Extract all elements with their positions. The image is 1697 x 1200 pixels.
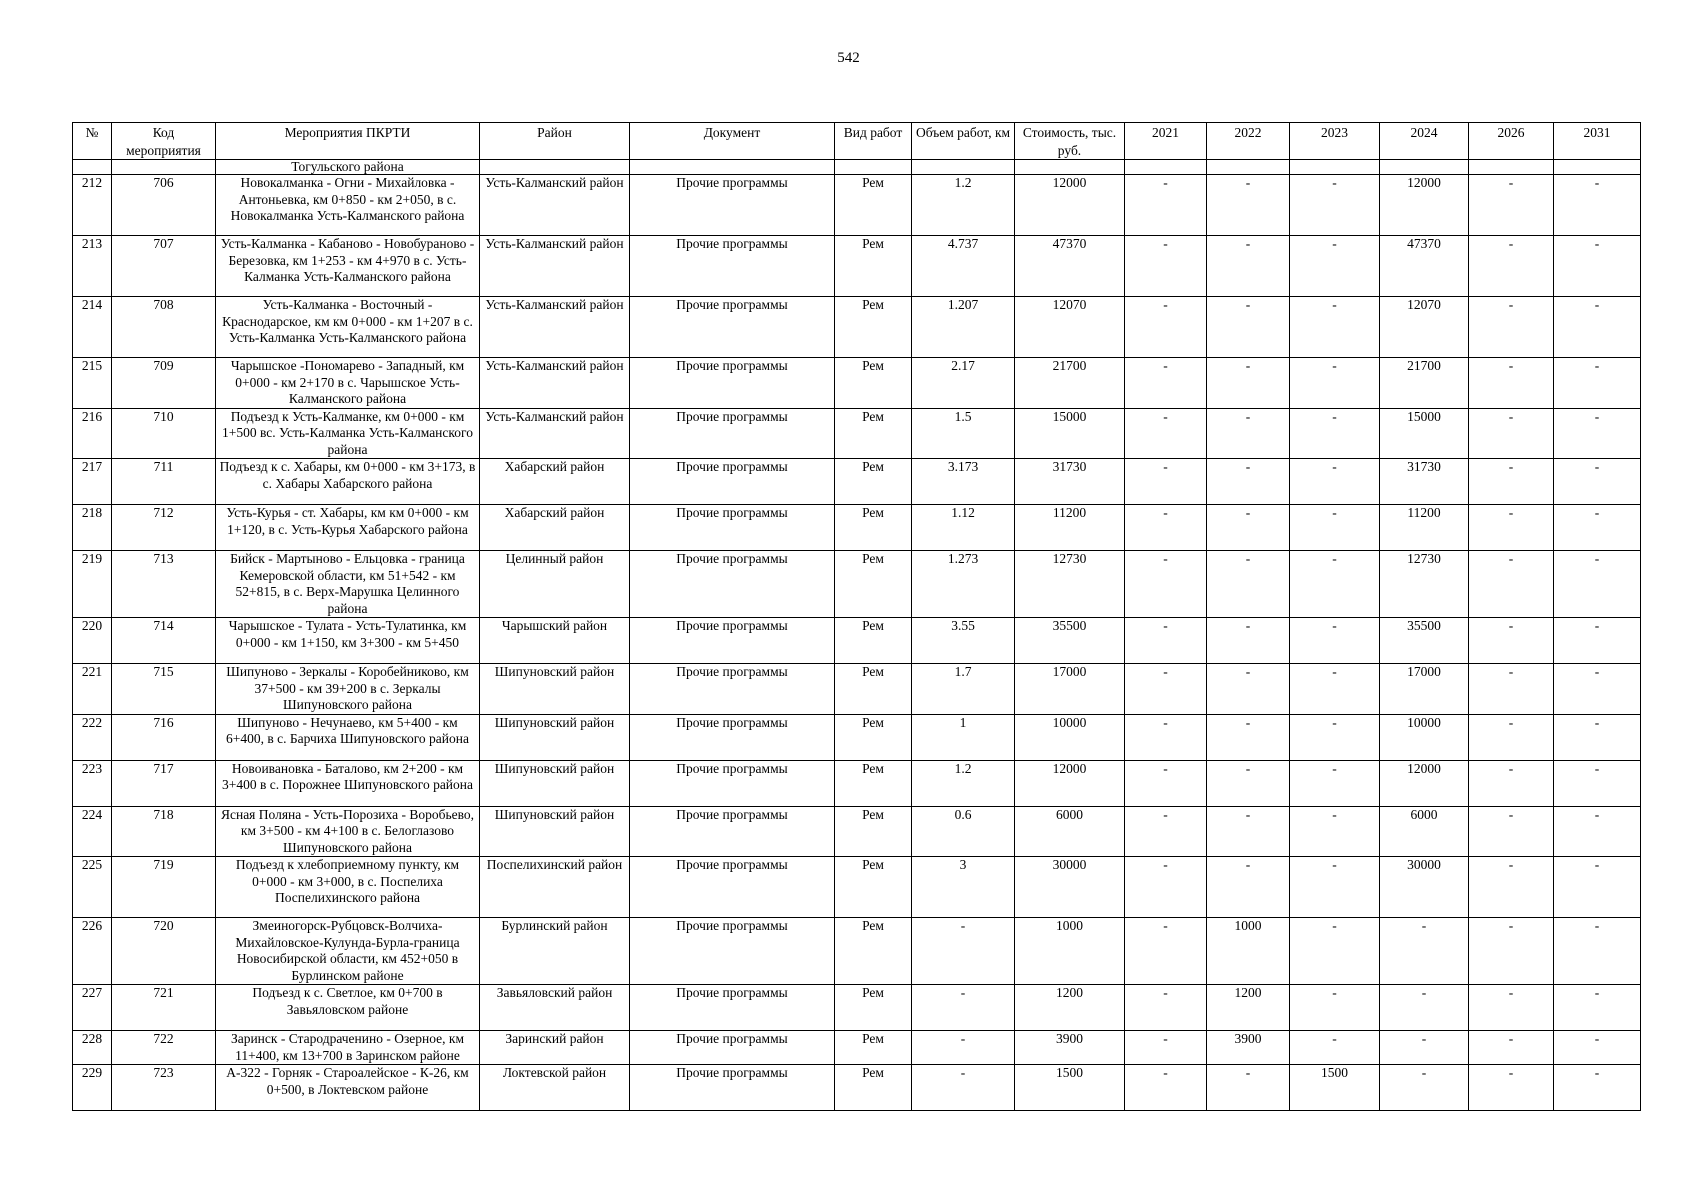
cell-no: 217 — [73, 459, 112, 505]
cell-2023: - — [1290, 918, 1380, 985]
cell-document: Прочие программы — [630, 806, 835, 857]
cell-code: 721 — [112, 985, 216, 1031]
cell-2024: 31730 — [1380, 459, 1469, 505]
cell-work-type: Рем — [835, 857, 912, 918]
table-row — [73, 1065, 1641, 1111]
cell-2021: - — [1125, 918, 1207, 985]
cell-2026: - — [1469, 236, 1554, 297]
cell-measure: Подъезд к с. Светлое, км 0+700 в Завьяловском районе — [216, 985, 480, 1031]
table-row — [73, 408, 1641, 459]
cell-2031: - — [1554, 358, 1641, 409]
cell-2023: - — [1290, 618, 1380, 664]
cell-code: 717 — [112, 760, 216, 806]
cell-measure: Подъезд к с. Хабары, км 0+000 - км 3+173, в с. Хабары Хабарского района — [216, 459, 480, 505]
cell-2023: - — [1290, 551, 1380, 618]
cell-2026: - — [1469, 408, 1554, 459]
cell-2021: - — [1125, 505, 1207, 551]
cell-district: Усть-Калманский район — [480, 297, 630, 358]
cell-2021: - — [1125, 1031, 1207, 1065]
cell-2021: - — [1125, 408, 1207, 459]
cell-cost: 17000 — [1015, 664, 1125, 715]
cell-no: 220 — [73, 618, 112, 664]
cell-volume: - — [912, 1065, 1015, 1111]
cell-work-type: Рем — [835, 806, 912, 857]
cell-2031: - — [1554, 806, 1641, 857]
table-row — [73, 664, 1641, 715]
table-row — [73, 175, 1641, 236]
cell-volume: 1.7 — [912, 664, 1015, 715]
cell-2023: - — [1290, 358, 1380, 409]
table-row — [73, 857, 1641, 918]
cell-code: 706 — [112, 175, 216, 236]
cell-district: Усть-Калманский район — [480, 358, 630, 409]
cell-2023: - — [1290, 1031, 1380, 1065]
cell-2021: - — [1125, 358, 1207, 409]
cell-work-type: Рем — [835, 760, 912, 806]
cell-measure: Бийск - Мартыново - Ельцовка - граница Кемеровской области, км 51+542 - км 52+815, в с. Верх-Марушка Целинного района — [216, 551, 480, 618]
cell-district: Шипуновский район — [480, 806, 630, 857]
cell-cost: 31730 — [1015, 459, 1125, 505]
cell-document: Прочие программы — [630, 1031, 835, 1065]
cell-measure: Новоивановка - Баталово, км 2+200 - км 3+400 в с. Порожнее Шипуновского района — [216, 760, 480, 806]
cell-code: 708 — [112, 297, 216, 358]
cell-2026: - — [1469, 618, 1554, 664]
cell-volume: - — [912, 1031, 1015, 1065]
cell-2031: - — [1554, 175, 1641, 236]
cell-code: 713 — [112, 551, 216, 618]
cell-district: Усть-Калманский район — [480, 236, 630, 297]
cell-2024: 10000 — [1380, 714, 1469, 760]
cell-cost: 1000 — [1015, 918, 1125, 985]
cell-2024: 12000 — [1380, 760, 1469, 806]
cell-code: 723 — [112, 1065, 216, 1111]
cell-2024: 17000 — [1380, 664, 1469, 715]
header-code: Код мероприятия — [112, 123, 216, 160]
cell-2031: - — [1554, 408, 1641, 459]
cell-2021: - — [1125, 551, 1207, 618]
cell-document: Прочие программы — [630, 297, 835, 358]
cell-district: Хабарский район — [480, 459, 630, 505]
cell-document: Прочие программы — [630, 918, 835, 985]
header-2023: 2023 — [1290, 123, 1380, 160]
cell-2022: - — [1207, 236, 1290, 297]
header-2031: 2031 — [1554, 123, 1641, 160]
table-row — [73, 358, 1641, 409]
cell-2022: - — [1207, 175, 1290, 236]
cell-2026: - — [1469, 358, 1554, 409]
cell-2024: 12000 — [1380, 175, 1469, 236]
cell-2021: - — [1125, 857, 1207, 918]
cell-2023: - — [1290, 985, 1380, 1031]
cell-document: Прочие программы — [630, 1065, 835, 1111]
cell-measure: Подъезд к Усть-Калманке, км 0+000 - км 1+500 вс. Усть-Калманка Усть-Калманского района — [216, 408, 480, 459]
cell-volume: 1.273 — [912, 551, 1015, 618]
cell-2024: - — [1380, 1065, 1469, 1111]
cell-2026: - — [1469, 175, 1554, 236]
cell-2021: - — [1125, 714, 1207, 760]
cell-2022: - — [1207, 408, 1290, 459]
cell-code: 716 — [112, 714, 216, 760]
cell-volume: - — [912, 918, 1015, 985]
header-2021: 2021 — [1125, 123, 1207, 160]
cell-no: 219 — [73, 551, 112, 618]
table-row — [73, 551, 1641, 618]
cell-2026: - — [1469, 1031, 1554, 1065]
cell-2026: - — [1469, 760, 1554, 806]
cell-volume: 1.5 — [912, 408, 1015, 459]
cell-2031: - — [1554, 459, 1641, 505]
cell-work-type: Рем — [835, 297, 912, 358]
cell-work-type: Рем — [835, 918, 912, 985]
cell-2031: - — [1554, 505, 1641, 551]
measures-table — [72, 122, 1641, 1111]
table-row — [73, 918, 1641, 985]
cell-2021: - — [1125, 664, 1207, 715]
cell-cost: 47370 — [1015, 236, 1125, 297]
cell-code: 707 — [112, 236, 216, 297]
cell-2026: - — [1469, 918, 1554, 985]
header-district: Район — [480, 123, 630, 160]
cell-2021: - — [1125, 985, 1207, 1031]
cell-2022: - — [1207, 760, 1290, 806]
cell-district: Хабарский район — [480, 505, 630, 551]
cell-2024: 12730 — [1380, 551, 1469, 618]
cell-code: 715 — [112, 664, 216, 715]
cell-volume: 1.2 — [912, 175, 1015, 236]
cell-2031: - — [1554, 236, 1641, 297]
cell-work-type: Рем — [835, 664, 912, 715]
header-no: № — [73, 123, 112, 160]
cell-document: Прочие программы — [630, 358, 835, 409]
header-document: Документ — [630, 123, 835, 160]
cell-measure: Усть-Калманка - Кабаново - Новобураново - Березовка, км 1+253 - км 4+970 в с. Усть-Калманка Усть-Калманского района — [216, 236, 480, 297]
table-row — [73, 714, 1641, 760]
cell-2024: 47370 — [1380, 236, 1469, 297]
cell-document: Прочие программы — [630, 236, 835, 297]
cell-no: 213 — [73, 236, 112, 297]
cell-2023: - — [1290, 714, 1380, 760]
cell-district: Заринский район — [480, 1031, 630, 1065]
cell-measure: А-322 - Горняк - Староалейское - К-26, км 0+500, в Локтевском районе — [216, 1065, 480, 1111]
cell-2022: 1000 — [1207, 918, 1290, 985]
cell-2022: - — [1207, 664, 1290, 715]
cell-2024: - — [1380, 918, 1469, 985]
cell-2022: - — [1207, 714, 1290, 760]
header-2026: 2026 — [1469, 123, 1554, 160]
cell-2022: - — [1207, 806, 1290, 857]
cell-measure: Усть-Калманка - Восточный - Краснодарское, км км 0+000 - км 1+207 в с. Усть-Калманка Усть-Калманского района — [216, 297, 480, 358]
cell-no: 225 — [73, 857, 112, 918]
cell-2031: - — [1554, 1065, 1641, 1111]
cell-2031: - — [1554, 664, 1641, 715]
cell-document: Прочие программы — [630, 408, 835, 459]
cell-measure: Новокалманка - Огни - Михайловка - Антоньевка, км 0+850 - км 2+050, в с. Новокалманка Усть-Калманского района — [216, 175, 480, 236]
cell-code: 709 — [112, 358, 216, 409]
cell-cost: 30000 — [1015, 857, 1125, 918]
continuation-row — [73, 160, 1641, 175]
cell-document: Прочие программы — [630, 664, 835, 715]
cell-work-type: Рем — [835, 175, 912, 236]
cell-2022: 1200 — [1207, 985, 1290, 1031]
cell-2031: - — [1554, 918, 1641, 985]
cell-no: 212 — [73, 175, 112, 236]
cell-work-type: Рем — [835, 236, 912, 297]
cell-2023: - — [1290, 760, 1380, 806]
cell-measure: Ясная Поляна - Усть-Порозиха - Воробьево, км 3+500 - км 4+100 в с. Белоглазово Шипуновского района — [216, 806, 480, 857]
cell-no: 218 — [73, 505, 112, 551]
cell-cost: 11200 — [1015, 505, 1125, 551]
cell-cost: 3900 — [1015, 1031, 1125, 1065]
cell-work-type: Рем — [835, 551, 912, 618]
cell-2026: - — [1469, 551, 1554, 618]
cell-district: Целинный район — [480, 551, 630, 618]
cell-2023: - — [1290, 297, 1380, 358]
table-row — [73, 459, 1641, 505]
cell-2031: - — [1554, 297, 1641, 358]
cell-2031: - — [1554, 857, 1641, 918]
cell-2022: 3900 — [1207, 1031, 1290, 1065]
cell-2022: - — [1207, 618, 1290, 664]
cell-work-type: Рем — [835, 618, 912, 664]
cell-district: Усть-Калманский район — [480, 408, 630, 459]
cell-code: 720 — [112, 918, 216, 985]
cell-no: 215 — [73, 358, 112, 409]
cell-district: Чарышский район — [480, 618, 630, 664]
cell-volume: 0.6 — [912, 806, 1015, 857]
cell-measure: Шипуново - Зеркалы - Коробейниково, км 37+500 - км 39+200 в с. Зеркалы Шипуновского района — [216, 664, 480, 715]
cell-volume: 4.737 — [912, 236, 1015, 297]
header-work-type: Вид работ — [835, 123, 912, 160]
cell-work-type: Рем — [835, 459, 912, 505]
table-row — [73, 985, 1641, 1031]
cell-district: Завьяловский район — [480, 985, 630, 1031]
cell-2021: - — [1125, 618, 1207, 664]
cell-code: 712 — [112, 505, 216, 551]
cell-cost: 12000 — [1015, 175, 1125, 236]
cell-district: Шипуновский район — [480, 760, 630, 806]
cell-2026: - — [1469, 806, 1554, 857]
cell-2024: - — [1380, 985, 1469, 1031]
cell-no: 226 — [73, 918, 112, 985]
header-2022: 2022 — [1207, 123, 1290, 160]
cell-measure: Шипуново - Нечунаево, км 5+400 - км 6+400, в с. Барчиха Шипуновского района — [216, 714, 480, 760]
cell-document: Прочие программы — [630, 714, 835, 760]
cell-2031: - — [1554, 618, 1641, 664]
cell-2023: - — [1290, 505, 1380, 551]
cell-2021: - — [1125, 459, 1207, 505]
cell-2024: - — [1380, 1031, 1469, 1065]
cell-measure: Чарышское - Тулата - Усть-Тулатинка, км 0+000 - км 1+150, км 3+300 - км 5+450 — [216, 618, 480, 664]
cell-2023: - — [1290, 664, 1380, 715]
cell-2023: - — [1290, 459, 1380, 505]
cell-2031: - — [1554, 551, 1641, 618]
cell-2022: - — [1207, 551, 1290, 618]
cell-cost: 12730 — [1015, 551, 1125, 618]
cell-cost: 1200 — [1015, 985, 1125, 1031]
cell-volume: 3 — [912, 857, 1015, 918]
header-2024: 2024 — [1380, 123, 1469, 160]
cell-work-type: Рем — [835, 985, 912, 1031]
cell-volume: 1 — [912, 714, 1015, 760]
cell-2031: - — [1554, 714, 1641, 760]
cell-district: Бурлинский район — [480, 918, 630, 985]
cell-work-type: Рем — [835, 505, 912, 551]
cell-2031: - — [1554, 760, 1641, 806]
cell-2022: - — [1207, 459, 1290, 505]
cell-volume: 1.2 — [912, 760, 1015, 806]
cell-2023: 1500 — [1290, 1065, 1380, 1111]
cell-volume: 1.207 — [912, 297, 1015, 358]
cell-measure: Чарышское -Пономарево - Западный, км 0+000 - км 2+170 в с. Чарышское Усть-Калманского района — [216, 358, 480, 409]
cell-2026: - — [1469, 505, 1554, 551]
cell-2022: - — [1207, 1065, 1290, 1111]
cell-work-type: Рем — [835, 1031, 912, 1065]
table-row — [73, 236, 1641, 297]
cell-code: 718 — [112, 806, 216, 857]
cell-cost: 21700 — [1015, 358, 1125, 409]
cell-measure: Подъезд к хлебоприемному пункту, км 0+000 - км 3+000, в с. Поспелиха Поспелихинского района — [216, 857, 480, 918]
header-volume: Объем работ, км — [912, 123, 1015, 160]
table-row — [73, 505, 1641, 551]
table-row — [73, 1031, 1641, 1065]
cell-code: 722 — [112, 1031, 216, 1065]
cell-no: 228 — [73, 1031, 112, 1065]
cell-2024: 6000 — [1380, 806, 1469, 857]
cell-volume: 3.55 — [912, 618, 1015, 664]
header-cost: Стоимость, тыс. руб. — [1015, 123, 1125, 160]
header-measure: Мероприятия ПКРТИ — [216, 123, 480, 160]
cell-2022: - — [1207, 358, 1290, 409]
cell-2021: - — [1125, 236, 1207, 297]
cell-work-type: Рем — [835, 408, 912, 459]
cell-cost: 15000 — [1015, 408, 1125, 459]
cell-district: Локтевской район — [480, 1065, 630, 1111]
cell-2026: - — [1469, 985, 1554, 1031]
cell-2021: - — [1125, 806, 1207, 857]
cell-2024: 15000 — [1380, 408, 1469, 459]
table-row — [73, 760, 1641, 806]
cell-2026: - — [1469, 297, 1554, 358]
cell-2031: - — [1554, 985, 1641, 1031]
cell-cost: 10000 — [1015, 714, 1125, 760]
cell-2021: - — [1125, 175, 1207, 236]
cell-2022: - — [1207, 505, 1290, 551]
cell-document: Прочие программы — [630, 505, 835, 551]
cell-2024: 21700 — [1380, 358, 1469, 409]
cell-code: 719 — [112, 857, 216, 918]
cell-no: 221 — [73, 664, 112, 715]
cell-2024: 30000 — [1380, 857, 1469, 918]
cell-cost: 6000 — [1015, 806, 1125, 857]
cell-2026: - — [1469, 459, 1554, 505]
cell-2021: - — [1125, 1065, 1207, 1111]
cell-no: 227 — [73, 985, 112, 1031]
cell-2023: - — [1290, 806, 1380, 857]
table-row — [73, 297, 1641, 358]
cell-district: Усть-Калманский район — [480, 175, 630, 236]
cell-no: 223 — [73, 760, 112, 806]
table-row — [73, 806, 1641, 857]
cell-volume: 3.173 — [912, 459, 1015, 505]
cell-no: 229 — [73, 1065, 112, 1111]
cell-2024: 11200 — [1380, 505, 1469, 551]
cell-measure: Змеиногорск-Рубцовск-Волчиха-Михайловское-Кулунда-Бурла-граница Новосибирской области, км 452+050 в Бурлинском районе — [216, 918, 480, 985]
cell-district: Шипуновский район — [480, 714, 630, 760]
cell-document: Прочие программы — [630, 551, 835, 618]
cell-2021: - — [1125, 297, 1207, 358]
cell-no: 214 — [73, 297, 112, 358]
cell-2023: - — [1290, 408, 1380, 459]
cell-document: Прочие программы — [630, 857, 835, 918]
cell-cost: 12000 — [1015, 760, 1125, 806]
cell-district: Поспелихинский район — [480, 857, 630, 918]
cell-2026: - — [1469, 664, 1554, 715]
cell-no: 222 — [73, 714, 112, 760]
cell-2024: 12070 — [1380, 297, 1469, 358]
cell-2023: - — [1290, 175, 1380, 236]
continuation-text: Тогульского района — [216, 160, 480, 175]
table-row — [73, 618, 1641, 664]
cell-document: Прочие программы — [630, 618, 835, 664]
cell-no: 216 — [73, 408, 112, 459]
cell-cost: 1500 — [1015, 1065, 1125, 1111]
table-header — [73, 123, 1641, 160]
cell-2022: - — [1207, 857, 1290, 918]
cell-2023: - — [1290, 236, 1380, 297]
cell-2024: 35500 — [1380, 618, 1469, 664]
cell-measure: Заринск - Стародраченино - Озерное, км 11+400, км 13+700 в Заринском районе — [216, 1031, 480, 1065]
cell-2026: - — [1469, 1065, 1554, 1111]
cell-work-type: Рем — [835, 1065, 912, 1111]
cell-2023: - — [1290, 857, 1380, 918]
cell-cost: 35500 — [1015, 618, 1125, 664]
cell-document: Прочие программы — [630, 459, 835, 505]
cell-code: 711 — [112, 459, 216, 505]
cell-no: 224 — [73, 806, 112, 857]
cell-work-type: Рем — [835, 714, 912, 760]
cell-2022: - — [1207, 297, 1290, 358]
cell-2026: - — [1469, 857, 1554, 918]
cell-document: Прочие программы — [630, 175, 835, 236]
cell-volume: 1.12 — [912, 505, 1015, 551]
cell-cost: 12070 — [1015, 297, 1125, 358]
cell-document: Прочие программы — [630, 760, 835, 806]
cell-2026: - — [1469, 714, 1554, 760]
cell-measure: Усть-Курья - ст. Хабары, км км 0+000 - км 1+120, в с. Усть-Курья Хабарского района — [216, 505, 480, 551]
cell-work-type: Рем — [835, 358, 912, 409]
cell-2031: - — [1554, 1031, 1641, 1065]
cell-2021: - — [1125, 760, 1207, 806]
page-number: 542 — [837, 50, 860, 66]
cell-volume: - — [912, 985, 1015, 1031]
cell-district: Шипуновский район — [480, 664, 630, 715]
cell-code: 710 — [112, 408, 216, 459]
cell-code: 714 — [112, 618, 216, 664]
cell-volume: 2.17 — [912, 358, 1015, 409]
cell-document: Прочие программы — [630, 985, 835, 1031]
